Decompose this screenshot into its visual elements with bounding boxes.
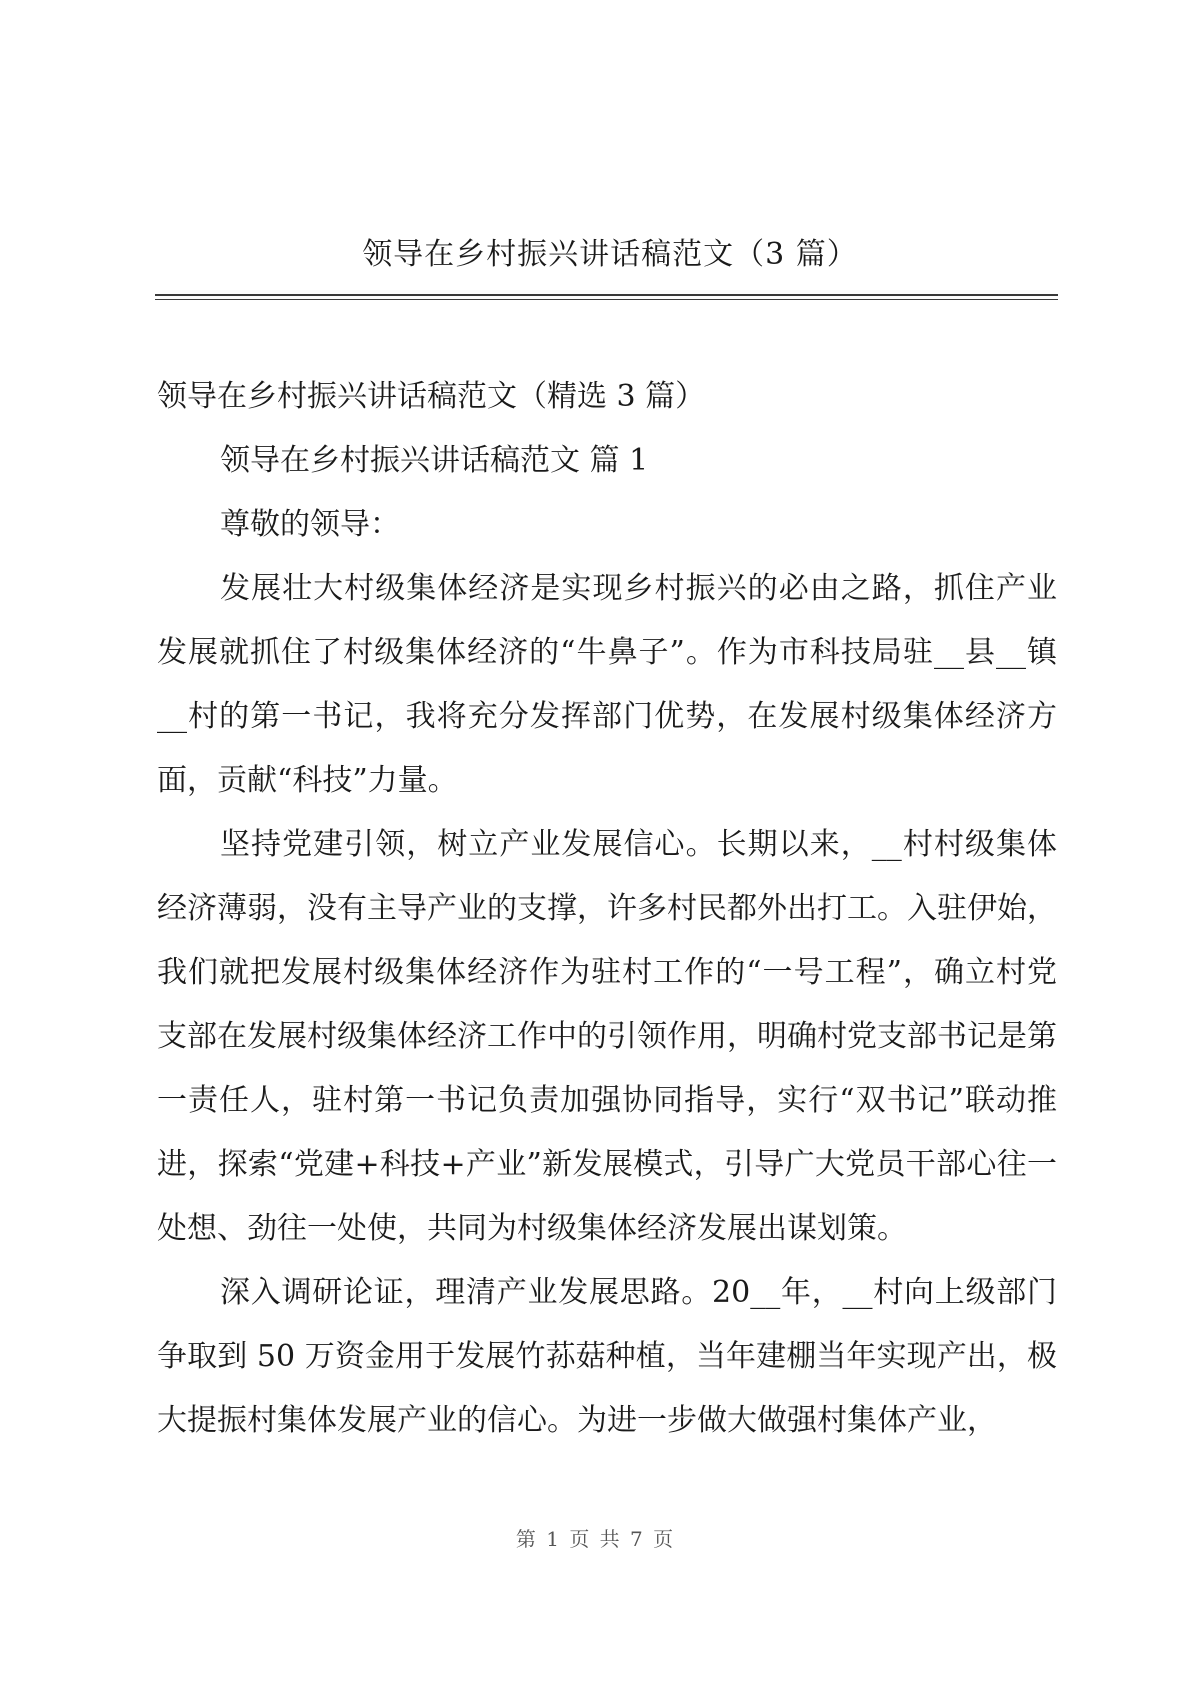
page-footer: 第 1 页 共 7 页 xyxy=(515,1527,676,1551)
paragraph-3: 深入调研论证，理清产业发展思路。20__年，__村向上级部门争取到 50 万资金用于发展竹荪菇种植，当年建棚当年实现产出，极大提振村集体发展产业的信心。为进一步做大做强村集体产业， xyxy=(157,1275,1057,1438)
header-divider xyxy=(155,294,1058,300)
salutation: 尊敬的领导： xyxy=(220,507,400,542)
document-title: 领导在乡村振兴讲话稿范文（精选 3 篇） xyxy=(157,379,706,414)
document-body xyxy=(157,365,1057,1453)
section-heading: 领导在乡村振兴讲话稿范文 篇 1 xyxy=(220,443,649,478)
page-header-title: 领导在乡村振兴讲话稿范文（3 篇） xyxy=(362,237,858,272)
paragraph-2: 坚持党建引领，树立产业发展信心。长期以来，__村村级集体经济薄弱，没有主导产业的支撑，许多村民都外出打工。入驻伊始，我们就把发展村级集体经济作为驻村工作的“一号工程”，确立村党支部在发展村级集体经济工作中的引领作用，明确村党支部书记是第一责任人，驻村第一书记负责加强协同指导，实行“双书记”联动推进，探索“党建+科技+产业”新发展模式，引导广大党员干部心往一处想、劲往一处使，共同为村级集体经济发展出谋划策。 xyxy=(157,827,1057,1246)
paragraph-1: 发展壮大村级集体经济是实现乡村振兴的必由之路，抓住产业发展就抓住了村级集体经济的“牛鼻子”。作为市科技局驻__县__镇__村的第一书记，我将充分发挥部门优势，在发展村级集体经济方面，贡献“科技”力量。 xyxy=(157,571,1057,798)
